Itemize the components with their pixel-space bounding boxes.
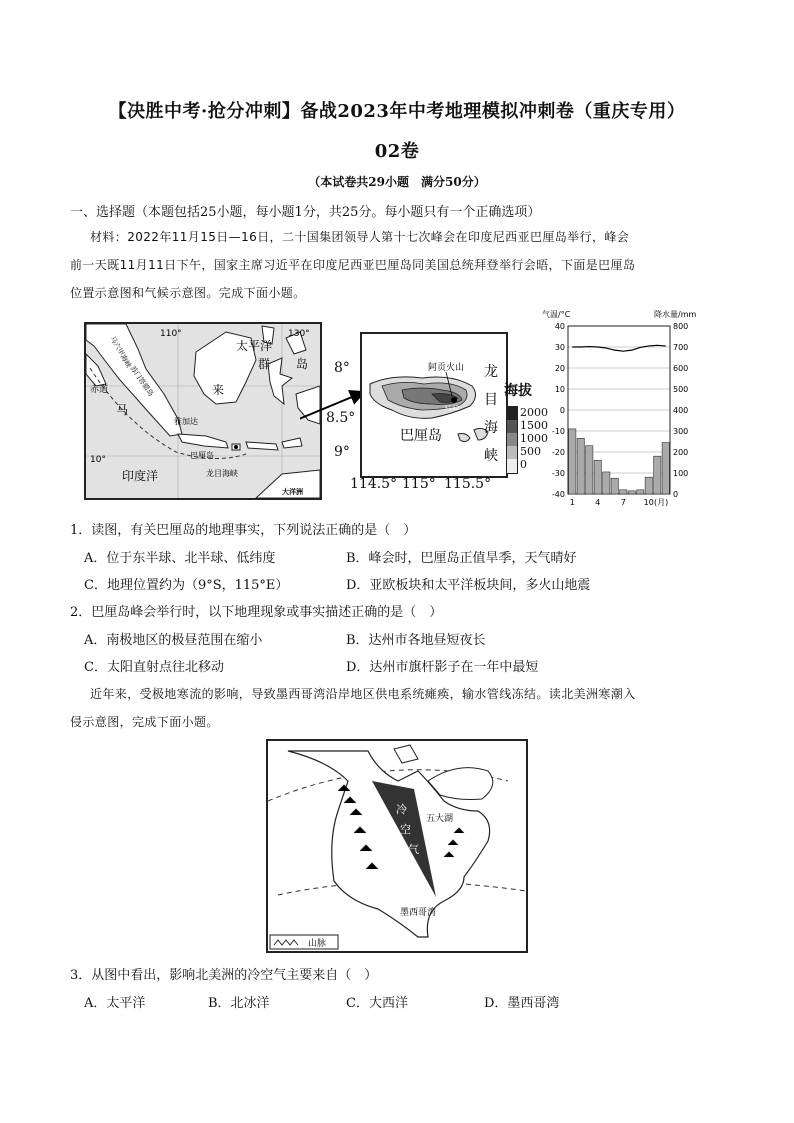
y-right-tick: 700 bbox=[673, 343, 689, 352]
pacific-label: 太平洋 bbox=[236, 339, 273, 353]
option-d[interactable]: D．墨西哥湾 bbox=[484, 996, 560, 1011]
strait-char: 龙 bbox=[484, 364, 498, 380]
y-right-tick: 600 bbox=[673, 364, 689, 373]
paper-note: （本试卷共29小题 满分50分） bbox=[308, 175, 486, 189]
y-left-axis-label: 气温/°C bbox=[542, 310, 571, 319]
bali-label: 巴厘岛 bbox=[190, 451, 214, 460]
material-line: 前一天既11月11日下午，国家主席习近平在印度尼西亚巴厘岛同美国总统拜登举行会晤，下面是巴厘岛 bbox=[70, 258, 636, 272]
sumatra-label: 苏门答腊岛 bbox=[128, 364, 155, 398]
question-stem: 2．巴厘岛峰会举行时，以下地理现象或事实描述正确的是（ ） bbox=[70, 605, 443, 620]
y-left-tick: 0 bbox=[559, 406, 565, 415]
section-heading: 一、选择题（本题包括25小题，每小题1分，共25分。每小题只有一个正确选项） bbox=[70, 205, 541, 220]
strait-char: 目 bbox=[484, 392, 498, 408]
option-b[interactable]: B．北冰洋 bbox=[208, 996, 270, 1011]
lon-label: 115° bbox=[402, 476, 436, 492]
paper-title: 【决胜中考·抢分冲刺】备战2023年中考地理模拟冲刺卷（重庆专用） bbox=[108, 101, 686, 122]
paper-subtitle: 02卷 bbox=[374, 141, 420, 162]
option-c[interactable]: C．太阳直射点往北移动 bbox=[84, 660, 224, 675]
oceania-label: 大洋洲 bbox=[282, 488, 303, 496]
precip-bar bbox=[586, 446, 593, 494]
bali-relief-map bbox=[326, 332, 548, 494]
precip-bar bbox=[654, 456, 661, 494]
y-left-tick: -30 bbox=[551, 469, 565, 478]
x-tick: 4 bbox=[595, 498, 601, 507]
lon110-label: 110° bbox=[160, 329, 182, 339]
x-axis-label: (月) bbox=[654, 498, 669, 507]
lon-label: 115.5° bbox=[444, 476, 492, 492]
strait-char: 海 bbox=[484, 420, 498, 436]
option-a[interactable]: A．位于东半球、北半球、低纬度 bbox=[84, 551, 276, 566]
malacca-label: 马六甲海峡 bbox=[108, 335, 133, 370]
cold-air-char: 空 bbox=[400, 823, 411, 836]
precip-bar bbox=[611, 478, 618, 494]
ma-label: 马 bbox=[116, 403, 129, 417]
option-d[interactable]: D．达州市旗杆影子在一年中最短 bbox=[346, 660, 539, 675]
lombok-strait-label: 龙目海峡 bbox=[206, 469, 238, 478]
lon130-label: 130° bbox=[288, 329, 310, 339]
y-right-tick: 300 bbox=[673, 427, 689, 436]
qun-label: 群 bbox=[258, 357, 271, 371]
lat-label: 8° bbox=[334, 360, 350, 376]
y-left-tick: 10 bbox=[554, 385, 565, 394]
precip-bar bbox=[603, 472, 610, 494]
precip-bar bbox=[645, 477, 652, 494]
jakarta-label: 雅加达 bbox=[174, 417, 198, 426]
north-america-map bbox=[266, 739, 528, 953]
temperature-line bbox=[572, 345, 666, 351]
material-line: 位置示意图和气候示意图。完成下面小题。 bbox=[70, 286, 306, 300]
option-b[interactable]: B．达州市各地昼短夜长 bbox=[346, 633, 486, 648]
y-right-tick: 0 bbox=[673, 490, 679, 499]
option-c[interactable]: C．地理位置约为（9°S，115°E） bbox=[84, 578, 289, 593]
y-right-tick: 200 bbox=[673, 448, 689, 457]
precip-bar bbox=[594, 460, 601, 494]
mountain-legend-label: 山脉 bbox=[308, 939, 327, 949]
option-a[interactable]: A．南极地区的极昼范围在缩小 bbox=[84, 633, 263, 648]
precip-bar bbox=[620, 490, 627, 494]
y-right-tick: 800 bbox=[673, 322, 689, 331]
option-b[interactable]: B．峰会时，巴厘岛正值旱季，天气晴好 bbox=[346, 551, 577, 566]
option-a[interactable]: A．太平洋 bbox=[84, 996, 146, 1011]
gulf-label: 墨西哥湾 bbox=[400, 908, 437, 918]
y-left-tick: -10 bbox=[551, 427, 565, 436]
y-right-tick: 500 bbox=[673, 385, 689, 394]
equator-label: 赤道 bbox=[90, 385, 109, 395]
question-stem: 1．读图，有关巴厘岛的地理事实，下列说法正确的是（ ） bbox=[70, 523, 417, 538]
material-line: 材料：2022年11月15日—16日，二十国集团领导人第十七次峰会在印度尼西亚巴厘岛举行，峰会 bbox=[90, 230, 630, 244]
peak-label: 3142 bbox=[444, 405, 460, 412]
climate-chart bbox=[540, 308, 712, 508]
y-left-tick: -20 bbox=[551, 448, 565, 457]
precip-bar bbox=[637, 490, 644, 494]
bali-marker bbox=[234, 445, 238, 449]
cold-air-char: 气 bbox=[408, 843, 419, 856]
x-tick: 1 bbox=[569, 498, 575, 507]
cold-air-char: 冷 bbox=[396, 803, 407, 816]
x-tick: 7 bbox=[620, 498, 626, 507]
material-line: 侵示意图，完成下面小题。 bbox=[70, 715, 219, 729]
lat-label: 9° bbox=[334, 444, 350, 460]
y-right-axis-label: 降水量/mm bbox=[654, 310, 697, 319]
precip-bar bbox=[628, 491, 635, 494]
lat10-label: 10° bbox=[90, 455, 106, 465]
lat-label: 8.5° bbox=[326, 410, 356, 426]
question-stem: 3．从图中看出，影响北美洲的冷空气主要来自（ ） bbox=[70, 968, 378, 983]
y-left-tick: 30 bbox=[554, 343, 565, 352]
y-right-tick: 100 bbox=[673, 469, 689, 478]
location-map bbox=[84, 322, 322, 500]
x-tick: 10 bbox=[643, 498, 654, 507]
strait-char: 峡 bbox=[484, 448, 498, 464]
option-c[interactable]: C．大西洋 bbox=[346, 996, 408, 1011]
option-d[interactable]: D．亚欧板块和太平洋板块间，多火山地震 bbox=[346, 578, 591, 593]
elevation-legend-labels: 2000 1500 1000 500 0 bbox=[520, 406, 548, 471]
precip-bar bbox=[662, 443, 669, 494]
precip-bar bbox=[569, 429, 576, 494]
volcano-label: 阿贡火山 bbox=[428, 363, 465, 373]
y-left-tick: 40 bbox=[554, 322, 565, 331]
island-label: 巴厘岛 bbox=[400, 428, 442, 444]
elevation-legend-bar bbox=[506, 406, 518, 474]
precip-bar bbox=[577, 438, 584, 494]
dao-label: 岛 bbox=[296, 357, 309, 371]
indian-ocean-label: 印度洋 bbox=[122, 469, 159, 483]
y-right-tick: 400 bbox=[673, 406, 689, 415]
y-left-tick: -40 bbox=[551, 490, 565, 499]
y-left-tick: 20 bbox=[554, 364, 565, 373]
lon-label: 114.5° bbox=[350, 476, 398, 492]
great-lakes-label: 五大湖 bbox=[426, 814, 454, 824]
elevation-legend-title: 海拔 bbox=[504, 383, 532, 399]
material-line: 近年来，受极地寒流的影响，导致墨西哥湾沿岸地区供电系统瘫痪，输水管线冻结。读北美洲寒潮入 bbox=[90, 687, 636, 701]
lai-label: 来 bbox=[212, 383, 225, 397]
